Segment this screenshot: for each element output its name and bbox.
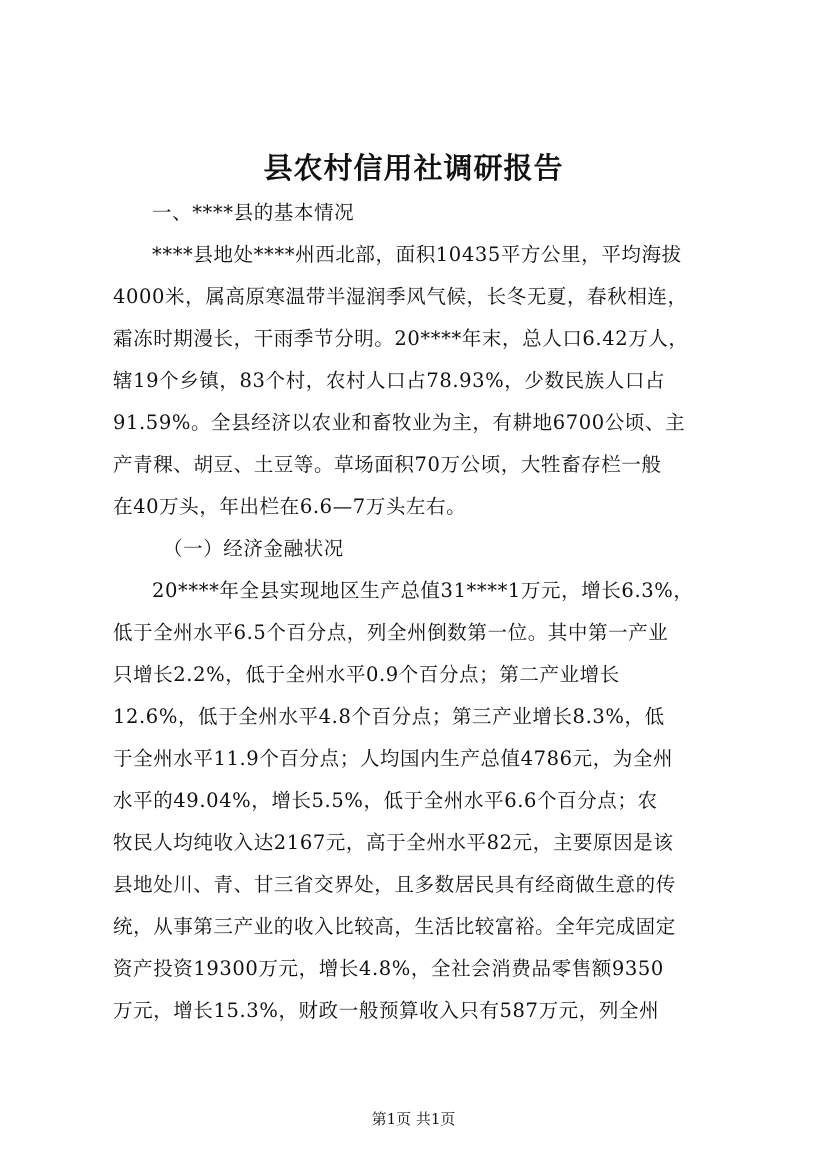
- paragraph-line: 低于全州水平6.5个百分点，列全州倒数第一位。其中第一产业: [113, 621, 669, 644]
- paragraph-line: 只增长2.2%，低于全州水平0.9个百分点；第二产业增长: [113, 663, 620, 686]
- subsection-heading: （一）经济金融状况: [163, 537, 344, 560]
- document-title: 县农村信用社调研报告: [263, 151, 564, 185]
- paragraph-line: ****县地处****州西北部，面积10435平方公里，平均海拔: [152, 243, 682, 266]
- paragraph-line: 产青稞、胡豆、土豆等。草场面积70万公顷，大牲畜存栏一般: [113, 453, 662, 476]
- paragraph-line: 万元，增长15.3%，财政一般预算收入只有587万元，列全州: [113, 999, 660, 1022]
- paragraph-line: 辖19个乡镇，83个村，农村人口占78.93%，少数民族人口占: [113, 369, 666, 392]
- paragraph-line: 20****年全县实现地区生产总值31****1万元，增长6.3%，: [152, 579, 694, 602]
- paragraph-line: 水平的49.04%，增长5.5%，低于全州水平6.6个百分点；农: [113, 789, 658, 812]
- paragraph-line: 牧民人均纯收入达2167元，高于全州水平82元，主要原因是该: [113, 831, 674, 854]
- paragraph-line: 4000米，属高原寒温带半湿润季风气候，长冬无夏，春秋相连，: [113, 285, 688, 308]
- paragraph-line: 县地处川、青、甘三省交界处，且多数居民具有经商做生意的传: [113, 873, 676, 896]
- section-heading: 一、****县的基本情况: [152, 201, 355, 224]
- paragraph-line: 统，从事第三产业的收入比较高，生活比较富裕。全年完成固定: [113, 915, 676, 938]
- paragraph-line: 在40万头，年出栏在6.6—7万头左右。: [113, 495, 467, 518]
- paragraph-line: 91.59%。全县经济以农业和畜牧业为主，有耕地6700公顷、主: [113, 411, 686, 434]
- paragraph-line: 霜冻时期漫长，干雨季节分明。20****年末，总人口6.42万人，: [113, 327, 689, 350]
- paragraph-line: 于全州水平11.9个百分点；人均国内生产总值4786元，为全州: [113, 747, 674, 770]
- page-footer: 第1页 共1页: [371, 1110, 456, 1128]
- paragraph-line: 12.6%，低于全州水平4.8个百分点；第三产业增长8.3%，低: [113, 705, 665, 728]
- paragraph-line: 资产投资19300万元，增长4.8%，全社会消费品零售额9350: [113, 957, 664, 980]
- document-body: [113, 192, 725, 1032]
